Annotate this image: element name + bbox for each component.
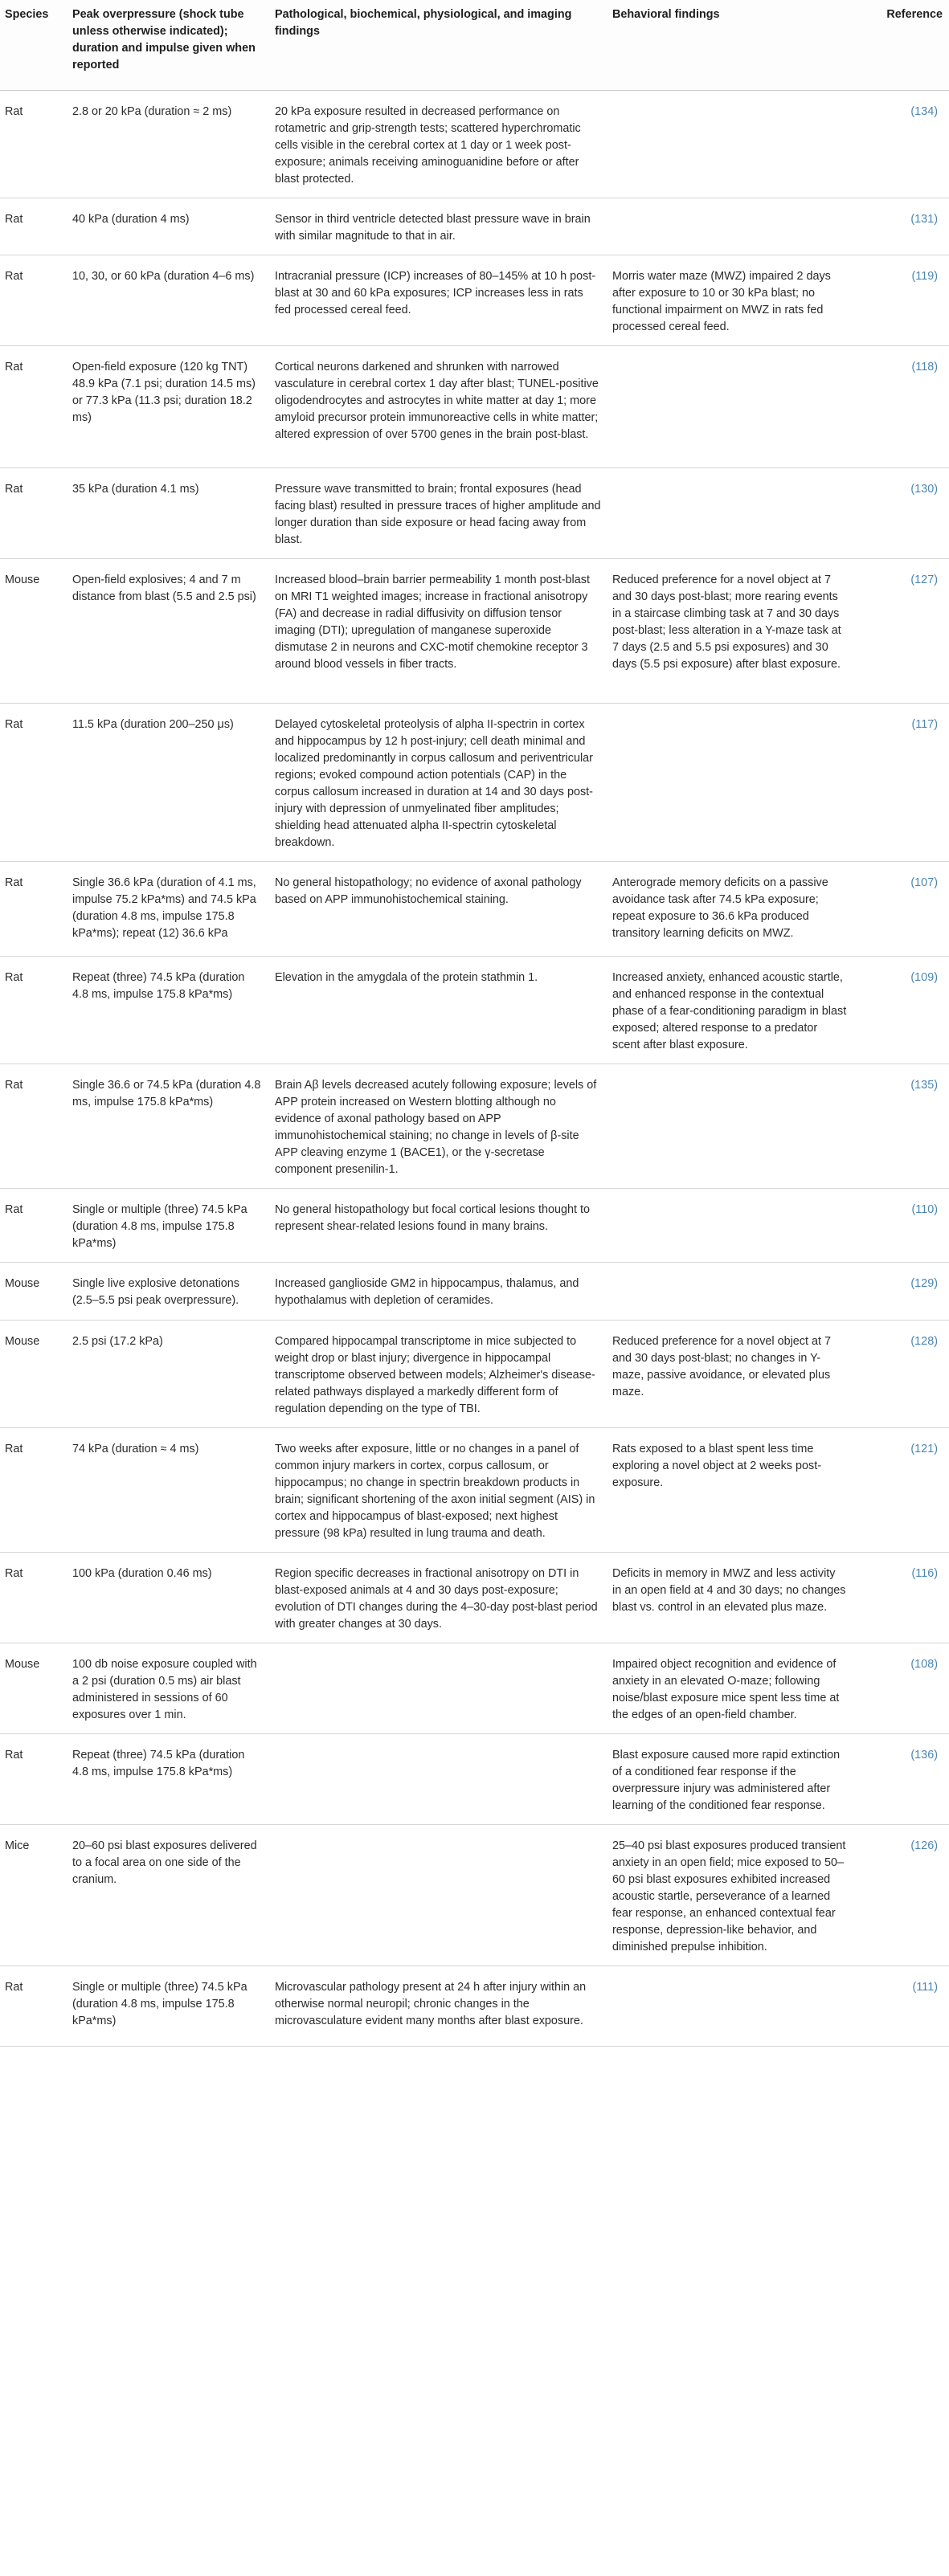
reference-link[interactable]: (110) (911, 1202, 938, 1216)
cell-reference (853, 703, 949, 861)
cell-behavioral-findings (607, 467, 853, 558)
cell-behavioral-findings (607, 345, 853, 467)
cell-behavioral-findings: Increased anxiety, enhanced acoustic startle, and enhanced response in the contextual phase of a fear-conditioning paradigm in blast exposed; altered response to a predator scent after blast exposure. (607, 956, 853, 1063)
cell-findings: Pressure wave transmitted to brain; frontal exposures (head facing blast) resulted in pressure traces of higher amplitude and longer duration than side exposure or head facing away from blast. (270, 467, 607, 558)
cell-species: Rat (0, 1188, 67, 1262)
cell-findings: Brain Aβ levels decreased acutely following exposure; levels of APP protein increased on Western blotting although no evidence of axonal pathology based on APP immunohistochemical staining; no change in levels of β-site APP cleaving enzyme 1 (BACE1), or the γ-secretase component presenilin-1. (270, 1063, 607, 1188)
cell-reference (853, 1733, 949, 1824)
cell-behavioral-findings: Impaired object recognition and evidence of anxiety in an elevated O-maze; following noise/blast exposure mice spent less time at the edges of an open-field chamber. (607, 1643, 853, 1733)
cell-findings: Increased blood–brain barrier permeability 1 month post-blast on MRI T1 weighted images; increase in fractional anisotropy (FA) and decrease in radial diffusivity on diffusion tensor imaging (DTI); upregulation of manganese superoxide dismutase 2 in neurons and CXC-motif chemokine receptor 3 around blood vessels in fiber tracts. (270, 558, 607, 703)
cell-behavioral-findings (607, 1262, 853, 1320)
cell-species: Mouse (0, 1320, 67, 1427)
cell-species: Rat (0, 198, 67, 255)
cell-peak-overpressure: 100 kPa (duration 0.46 ms) (67, 1552, 270, 1643)
cell-behavioral-findings: Blast exposure caused more rapid extinction of a conditioned fear response if the overpressure injury was administered after learning of the conditioned fear response. (607, 1733, 853, 1824)
cell-species: Rat (0, 861, 67, 956)
table-row (0, 1427, 949, 1552)
reference-link[interactable]: (107) (910, 876, 938, 889)
cell-reference (853, 1427, 949, 1552)
reference-link[interactable]: (135) (910, 1078, 938, 1092)
header-species: Species (0, 0, 67, 90)
cell-peak-overpressure: 10, 30, or 60 kPa (duration 4–6 ms) (67, 255, 270, 345)
cell-behavioral-findings: Rats exposed to a blast spent less time exploring a novel object at 2 weeks post-exposure. (607, 1427, 853, 1552)
cell-behavioral-findings: Reduced preference for a novel object at 7 and 30 days post-blast; more rearing events in a staircase climbing task at 7 and 30 days post-blast; less alteration in a Y-maze task at 7 days (2.5 and 5.5 psi exposures) and 30 days (5.5 psi exposure) after blast exposure. (607, 558, 853, 703)
reference-link[interactable]: (128) (910, 1334, 938, 1348)
cell-peak-overpressure: Open-field explosives; 4 and 7 m distance from blast (5.5 and 2.5 psi) (67, 558, 270, 703)
table-row (0, 255, 949, 345)
reference-link[interactable]: (109) (910, 970, 938, 984)
table-row (0, 956, 949, 1063)
cell-peak-overpressure: Single live explosive detonations (2.5–5.5 psi peak overpressure). (67, 1262, 270, 1320)
reference-link[interactable]: (118) (911, 360, 938, 374)
cell-peak-overpressure: Single 36.6 kPa (duration of 4.1 ms, impulse 75.2 kPa*ms) and 74.5 kPa (duration 4.8 ms, impulse 175.8 kPa*ms); repeat (12) 36.6 kPa (67, 861, 270, 956)
cell-species: Rat (0, 467, 67, 558)
cell-peak-overpressure: Repeat (three) 74.5 kPa (duration 4.8 ms, impulse 175.8 kPa*ms) (67, 1733, 270, 1824)
table-row (0, 1733, 949, 1824)
cell-peak-overpressure: Single 36.6 or 74.5 kPa (duration 4.8 ms, impulse 175.8 kPa*ms) (67, 1063, 270, 1188)
cell-findings: Two weeks after exposure, little or no changes in a panel of common injury markers in cortex, corpus callosum, or hippocampus; no change in spectrin breakdown products in brain; significant shortening of the axon initial segment (AIS) in cortex and hippocampus of blast-exposed; next highest pressure (98 kPa) resulted in lung trauma and death. (270, 1427, 607, 1552)
cell-reference (853, 1262, 949, 1320)
reference-link[interactable]: (129) (910, 1276, 938, 1290)
cell-reference (853, 345, 949, 467)
cell-peak-overpressure: 2.5 psi (17.2 kPa) (67, 1320, 270, 1427)
cell-reference (853, 1552, 949, 1643)
cell-species: Rat (0, 1427, 67, 1552)
cell-findings: Compared hippocampal transcriptome in mice subjected to weight drop or blast injury; divergence in hippocampal transcriptome observed between models; Alzheimer's disease-related pathways displayed a markedly different form of regulation depending on the type of TBI. (270, 1320, 607, 1427)
cell-peak-overpressure: 2.8 or 20 kPa (duration ≈ 2 ms) (67, 90, 270, 198)
cell-findings: Elevation in the amygdala of the protein stathmin 1. (270, 956, 607, 1063)
table-header (0, 0, 949, 90)
header-reference: Reference (853, 0, 949, 90)
table-row (0, 861, 949, 956)
cell-behavioral-findings (607, 1063, 853, 1188)
cell-behavioral-findings: 25–40 psi blast exposures produced transient anxiety in an open field; mice exposed to 50–60 psi blast exposures exhibited increased acoustic startle, perseverance of a learned fear response, an enhanced contextual fear response, depression-like behavior, and diminished prepulse inhibition. (607, 1824, 853, 1966)
cell-reference (853, 558, 949, 703)
reference-link[interactable]: (127) (910, 573, 938, 586)
reference-link[interactable]: (131) (910, 212, 938, 226)
cell-reference (853, 1824, 949, 1966)
cell-species: Rat (0, 345, 67, 467)
cell-reference (853, 1966, 949, 2046)
cell-behavioral-findings (607, 1188, 853, 1262)
table-body (0, 90, 949, 2046)
reference-link[interactable]: (116) (911, 1566, 938, 1580)
cell-behavioral-findings (607, 1966, 853, 2046)
table-row (0, 1188, 949, 1262)
cell-species: Rat (0, 255, 67, 345)
reference-link[interactable]: (134) (910, 104, 938, 118)
table-row (0, 1320, 949, 1427)
cell-peak-overpressure: Open-field exposure (120 kg TNT) 48.9 kPa (7.1 psi; duration 14.5 ms) or 77.3 kPa (11.3 psi; duration 18.2 ms) (67, 345, 270, 467)
cell-findings: Microvascular pathology present at 24 h after injury within an otherwise normal neuropil; chronic changes in the microvasculature evident many months after blast exposure. (270, 1966, 607, 2046)
cell-behavioral-findings: Reduced preference for a novel object at 7 and 30 days post-blast; no changes in Y-maze, passive avoidance, or elevated plus maze. (607, 1320, 853, 1427)
cell-species: Rat (0, 90, 67, 198)
cell-reference (853, 198, 949, 255)
cell-peak-overpressure: Single or multiple (three) 74.5 kPa (duration 4.8 ms, impulse 175.8 kPa*ms) (67, 1188, 270, 1262)
reference-link[interactable]: (111) (912, 1980, 938, 1994)
cell-reference (853, 956, 949, 1063)
cell-peak-overpressure: 35 kPa (duration 4.1 ms) (67, 467, 270, 558)
reference-link[interactable]: (126) (910, 1839, 938, 1852)
reference-link[interactable]: (130) (910, 482, 938, 496)
cell-reference (853, 1063, 949, 1188)
table-row (0, 1552, 949, 1643)
table-row (0, 703, 949, 861)
table-row (0, 467, 949, 558)
cell-species: Rat (0, 956, 67, 1063)
cell-findings: Intracranial pressure (ICP) increases of 80–145% at 10 h post-blast at 30 and 60 kPa exposures; ICP increases less in rats fed processed cereal feed. (270, 255, 607, 345)
cell-findings: Region specific decreases in fractional anisotropy on DTI in blast-exposed animals at 4 and 30 days post-exposure; evolution of DTI changes during the 4–30-day post-blast period with greater changes at 30 days. (270, 1552, 607, 1643)
table-row (0, 345, 949, 467)
cell-findings: No general histopathology but focal cortical lesions thought to represent shear-related lesions found in many brains. (270, 1188, 607, 1262)
cell-behavioral-findings: Anterograde memory deficits on a passive avoidance task after 74.5 kPa exposure; repeat exposure to 36.6 kPa produced transitory learning deficits on MWZ. (607, 861, 853, 956)
cell-species: Rat (0, 1966, 67, 2046)
table-row (0, 198, 949, 255)
reference-link[interactable]: (136) (910, 1748, 938, 1762)
header-row (0, 0, 949, 90)
cell-findings: No general histopathology; no evidence of axonal pathology based on APP immunohistochemical staining. (270, 861, 607, 956)
cell-reference (853, 1188, 949, 1262)
cell-findings: Cortical neurons darkened and shrunken with narrowed vasculature in cerebral cortex 1 day after blast; TUNEL-positive oligodendrocytes and astrocytes in white matter at day 1; more amyloid precursor protein immunoreactive cells in white matter; altered expression of over 5700 genes in the brain post-blast. (270, 345, 607, 467)
cell-peak-overpressure: 20–60 psi blast exposures delivered to a focal area on one side of the cranium. (67, 1824, 270, 1966)
cell-behavioral-findings: Deficits in memory in MWZ and less activity in an open field at 4 and 30 days; no changes blast vs. control in an elevated plus maze. (607, 1552, 853, 1643)
cell-peak-overpressure: 40 kPa (duration 4 ms) (67, 198, 270, 255)
cell-reference (853, 1320, 949, 1427)
table-row (0, 1262, 949, 1320)
header-peak-overpressure: Peak overpressure (shock tube unless otherwise indicated); duration and impulse given when reported (67, 0, 270, 90)
cell-behavioral-findings (607, 198, 853, 255)
cell-findings: Delayed cytoskeletal proteolysis of alpha II-spectrin in cortex and hippocampus by 12 h post-injury; cell death minimal and localized predominantly in corpus callosum and periventricular regions; evoked compound action potentials (CAP) in the corpus callosum increased in duration at 14 and 30 days post-injury with depression of unmyelinated fiber amplitudes; shielding head attenuated alpha II-spectrin cytoskeletal breakdown. (270, 703, 607, 861)
cell-behavioral-findings: Morris water maze (MWZ) impaired 2 days after exposure to 10 or 30 kPa blast; no functional impairment on MWZ in rats fed processed cereal feed. (607, 255, 853, 345)
cell-species: Mouse (0, 558, 67, 703)
cell-findings (270, 1733, 607, 1824)
reference-link[interactable]: (117) (911, 717, 938, 731)
cell-peak-overpressure: 11.5 kPa (duration 200–250 μs) (67, 703, 270, 861)
table-row (0, 1966, 949, 2046)
cell-findings: 20 kPa exposure resulted in decreased performance on rotametric and grip-strength tests; scattered hyperchromatic cells visible in the cerebral cortex at 1 day or 1 week post-exposure; animals receiving aminoguanidine before or after blast protected. (270, 90, 607, 198)
table-row (0, 558, 949, 703)
cell-species: Mouse (0, 1643, 67, 1733)
reference-link[interactable]: (119) (911, 269, 938, 283)
cell-peak-overpressure: Repeat (three) 74.5 kPa (duration 4.8 ms, impulse 175.8 kPa*ms) (67, 956, 270, 1063)
cell-reference (853, 1643, 949, 1733)
cell-findings: Sensor in third ventricle detected blast pressure wave in brain with similar magnitude to that in air. (270, 198, 607, 255)
cell-peak-overpressure: 74 kPa (duration ≈ 4 ms) (67, 1427, 270, 1552)
cell-reference (853, 861, 949, 956)
header-findings: Pathological, biochemical, physiological, and imaging findings (270, 0, 607, 90)
cell-behavioral-findings (607, 703, 853, 861)
table-row (0, 1824, 949, 1966)
cell-reference (853, 255, 949, 345)
cell-species: Rat (0, 1552, 67, 1643)
table-row (0, 1063, 949, 1188)
cell-findings (270, 1824, 607, 1966)
table-row (0, 90, 949, 198)
reference-link[interactable]: (108) (910, 1657, 938, 1671)
cell-species: Mice (0, 1824, 67, 1966)
header-behavioral-findings: Behavioral findings (607, 0, 853, 90)
cell-reference (853, 90, 949, 198)
cell-species: Rat (0, 1733, 67, 1824)
table-row (0, 1643, 949, 1733)
cell-reference (853, 467, 949, 558)
cell-species: Mouse (0, 1262, 67, 1320)
cell-species: Rat (0, 703, 67, 861)
cell-findings: Increased ganglioside GM2 in hippocampus, thalamus, and hypothalamus with depletion of ceramides. (270, 1262, 607, 1320)
cell-behavioral-findings (607, 90, 853, 198)
cell-findings (270, 1643, 607, 1733)
reference-link[interactable]: (121) (910, 1442, 938, 1455)
cell-species: Rat (0, 1063, 67, 1188)
cell-peak-overpressure: 100 db noise exposure coupled with a 2 psi (duration 0.5 ms) air blast administered in sessions of 60 exposures over 1 min. (67, 1643, 270, 1733)
cell-peak-overpressure: Single or multiple (three) 74.5 kPa (duration 4.8 ms, impulse 175.8 kPa*ms) (67, 1966, 270, 2046)
